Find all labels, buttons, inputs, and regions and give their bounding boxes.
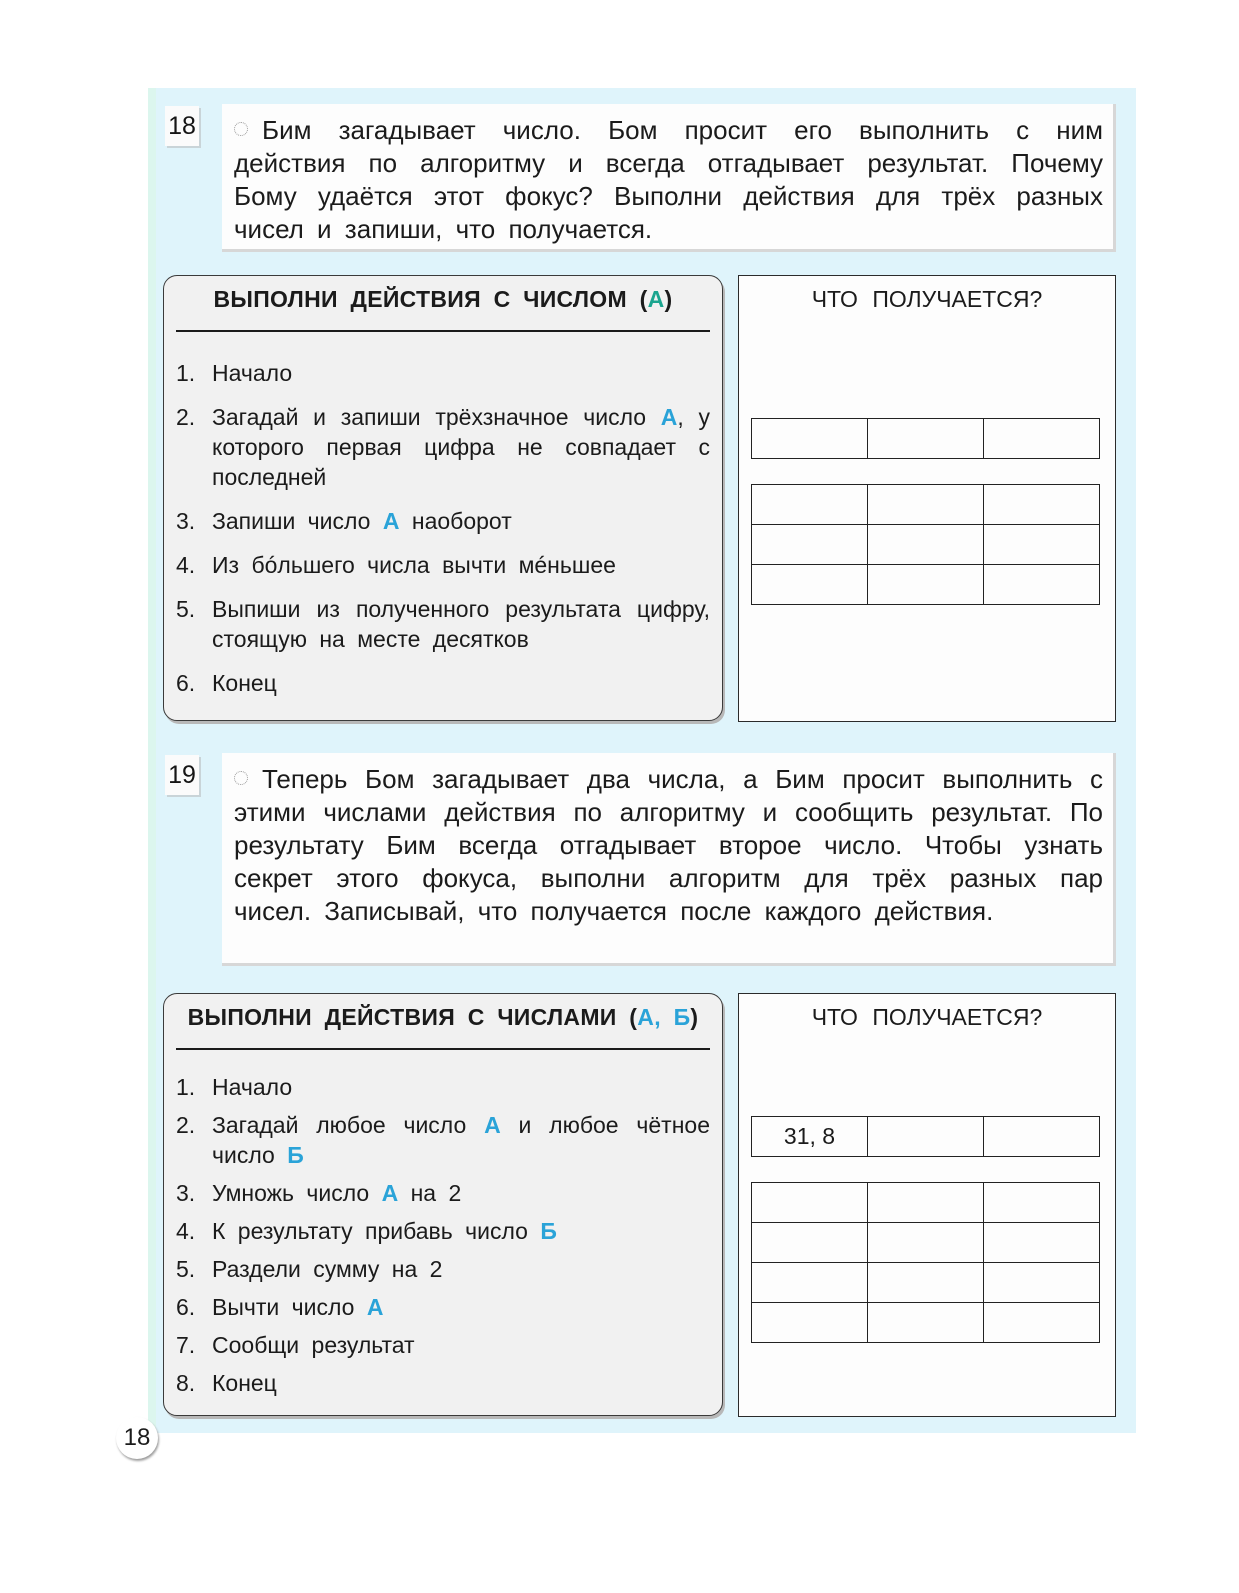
step-number: 5. bbox=[176, 1256, 196, 1282]
task-18-algorithm-card bbox=[163, 275, 723, 721]
task-18-result-panel bbox=[738, 275, 1116, 722]
task-18-steps-list bbox=[176, 358, 710, 698]
task-18-statement bbox=[222, 104, 1116, 252]
answer-cell[interactable] bbox=[868, 1263, 984, 1303]
task-19-steps-list bbox=[176, 1072, 710, 1398]
step-text: Начало bbox=[212, 1074, 293, 1100]
algorithm-step bbox=[176, 550, 710, 580]
task-18-input-grid bbox=[751, 418, 1100, 459]
answer-row bbox=[752, 565, 1100, 605]
title-divider bbox=[176, 330, 710, 332]
variable-label: А bbox=[660, 404, 678, 430]
answer-cell[interactable] bbox=[868, 419, 984, 459]
step-text: Конец bbox=[212, 1370, 277, 1396]
step-number: 4. bbox=[176, 1218, 196, 1244]
task-18-algorithm-title bbox=[176, 276, 710, 324]
step-number: 4. bbox=[176, 552, 196, 578]
algorithm-step bbox=[176, 1368, 710, 1398]
algorithm-step bbox=[176, 1072, 710, 1102]
answer-cell[interactable] bbox=[868, 1223, 984, 1263]
answer-cell[interactable] bbox=[752, 419, 868, 459]
step-text: на 2 bbox=[398, 1180, 462, 1206]
step-number: 5. bbox=[176, 596, 196, 622]
step-text: Раздели сумму на 2 bbox=[212, 1256, 443, 1282]
answer-cell[interactable] bbox=[868, 525, 984, 565]
variable-a: А bbox=[637, 1004, 655, 1030]
answer-cell[interactable] bbox=[752, 1303, 868, 1343]
step-text: Загадай и запиши трёхзначное число bbox=[212, 404, 661, 430]
step-text: Запиши число bbox=[212, 508, 383, 534]
algorithm-title-text: ВЫПОЛНИ ДЕЙСТВИЯ С ЧИСЛОМ ( bbox=[213, 286, 648, 312]
task-19-result-panel bbox=[738, 993, 1116, 1417]
answer-cell[interactable] bbox=[868, 1117, 984, 1157]
step-text: Загадай любое число bbox=[212, 1112, 485, 1138]
algorithm-step bbox=[176, 594, 710, 654]
answer-cell[interactable] bbox=[752, 1263, 868, 1303]
algorithm-step bbox=[176, 1254, 710, 1284]
algorithm-step bbox=[176, 506, 710, 536]
variable-label: Б bbox=[540, 1218, 557, 1244]
title-separator: , bbox=[654, 1004, 674, 1030]
step-number: 8. bbox=[176, 1370, 196, 1396]
algorithm-step bbox=[176, 1216, 710, 1246]
answer-row bbox=[752, 485, 1100, 525]
algorithm-step bbox=[176, 1178, 710, 1208]
answer-cell[interactable] bbox=[984, 1303, 1100, 1343]
task-19-algorithm-title bbox=[176, 994, 710, 1042]
algorithm-title-text: ВЫПОЛНИ ДЕЙСТВИЯ С ЧИСЛАМИ ( bbox=[187, 1004, 638, 1030]
task-19-statement bbox=[222, 753, 1116, 966]
step-text: К результату прибавь число bbox=[212, 1218, 541, 1244]
step-text: Вычти число bbox=[212, 1294, 367, 1320]
variable-a: А bbox=[647, 286, 665, 312]
step-number: 2. bbox=[176, 1112, 196, 1138]
task-18-text: Бим загадывает число. Бом просит его выполнить с ним действия по алгоритму и всегда отгадывает результат. Почему Бому удаётся этот фокус? Выполни действия для трёх разных чисел и запиши, что получается. bbox=[234, 115, 1103, 244]
algorithm-step bbox=[176, 1292, 710, 1322]
answer-cell[interactable] bbox=[868, 565, 984, 605]
answer-cell[interactable] bbox=[984, 1263, 1100, 1303]
answer-cell[interactable] bbox=[868, 1183, 984, 1223]
task-18-result-title: ЧТО ПОЛУЧАЕТСЯ? bbox=[811, 286, 1043, 312]
step-number: 3. bbox=[176, 1180, 196, 1206]
answer-cell[interactable] bbox=[984, 1223, 1100, 1263]
step-number: 1. bbox=[176, 360, 196, 386]
step-text: Начало bbox=[212, 360, 293, 386]
algorithm-step bbox=[176, 358, 710, 388]
answer-cell[interactable] bbox=[752, 485, 868, 525]
answer-cell[interactable]: 31, 8 bbox=[752, 1117, 868, 1157]
step-text: , у которого первая цифра не совпадает с последней bbox=[212, 404, 710, 490]
answer-row bbox=[752, 1223, 1100, 1263]
variable-label: А bbox=[484, 1112, 501, 1138]
task-19-answer-grid bbox=[751, 1182, 1100, 1343]
variable-label: А bbox=[366, 1294, 384, 1320]
title-divider bbox=[176, 1048, 710, 1050]
task-19-input-grid bbox=[751, 1116, 1100, 1157]
step-number: 6. bbox=[176, 670, 196, 696]
step-number: 3. bbox=[176, 508, 196, 534]
step-text: Конец bbox=[212, 670, 277, 696]
answer-cell[interactable] bbox=[868, 1303, 984, 1343]
answer-cell[interactable] bbox=[984, 485, 1100, 525]
step-number: 7. bbox=[176, 1332, 196, 1358]
variable-label: А bbox=[381, 1180, 399, 1206]
answer-row bbox=[752, 1183, 1100, 1223]
answer-cell[interactable] bbox=[752, 525, 868, 565]
algorithm-title-suffix: ) bbox=[664, 286, 673, 312]
variable-b: Б bbox=[673, 1004, 691, 1030]
step-number: 1. bbox=[176, 1074, 196, 1100]
input-row bbox=[752, 1117, 1100, 1157]
answer-row bbox=[752, 1303, 1100, 1343]
answer-cell[interactable] bbox=[984, 419, 1100, 459]
answer-cell[interactable] bbox=[984, 1117, 1100, 1157]
algorithm-step bbox=[176, 1110, 710, 1170]
task-19-number-badge: 19 bbox=[165, 755, 199, 795]
task-19-text: Теперь Бом загадывает два числа, а Бим просит выполнить с этими числами действия по алгоритму и сообщить результат. По результату Бим всегда отгадывает второе число. Чтобы узнать секрет этого фокуса, выполни алгоритм для трёх разных пар чисел. Записывай, что получается после каждого действия. bbox=[234, 764, 1103, 926]
answer-cell[interactable] bbox=[752, 565, 868, 605]
algorithm-step bbox=[176, 402, 710, 492]
step-text: наоборот bbox=[399, 508, 512, 534]
sheet-left-strip bbox=[148, 88, 156, 1433]
task-19-result-title: ЧТО ПОЛУЧАЕТСЯ? bbox=[811, 1004, 1043, 1030]
step-text: Выпиши из полученного результата цифру, стоящую на месте десятков bbox=[212, 596, 710, 652]
step-text: Умножь число bbox=[212, 1180, 382, 1206]
answer-cell[interactable] bbox=[984, 565, 1100, 605]
algorithm-step bbox=[176, 668, 710, 698]
page-number: 18 bbox=[116, 1417, 158, 1459]
answer-cell[interactable] bbox=[752, 1223, 868, 1263]
step-text: Из бóльшего числа вычти мéньшее bbox=[212, 552, 616, 578]
step-text: и любое чётное число bbox=[212, 1112, 710, 1168]
algorithm-title-suffix: ) bbox=[690, 1004, 699, 1030]
step-number: 6. bbox=[176, 1294, 196, 1320]
answer-cell[interactable] bbox=[868, 485, 984, 525]
task-18-answer-grid bbox=[751, 484, 1100, 605]
answer-row bbox=[752, 525, 1100, 565]
dotted-circle-icon bbox=[234, 771, 248, 785]
algorithm-step bbox=[176, 1330, 710, 1360]
variable-label: А bbox=[382, 508, 400, 534]
answer-row bbox=[752, 1263, 1100, 1303]
task-18-number-badge: 18 bbox=[165, 106, 199, 146]
answer-cell[interactable] bbox=[752, 1183, 868, 1223]
step-text: Сообщи результат bbox=[212, 1332, 415, 1358]
dotted-circle-icon bbox=[234, 122, 248, 136]
input-row bbox=[752, 419, 1100, 459]
task-19-algorithm-card bbox=[163, 993, 723, 1416]
variable-label: Б bbox=[287, 1142, 304, 1168]
answer-cell[interactable] bbox=[984, 1183, 1100, 1223]
step-number: 2. bbox=[176, 404, 196, 430]
answer-cell[interactable] bbox=[984, 525, 1100, 565]
